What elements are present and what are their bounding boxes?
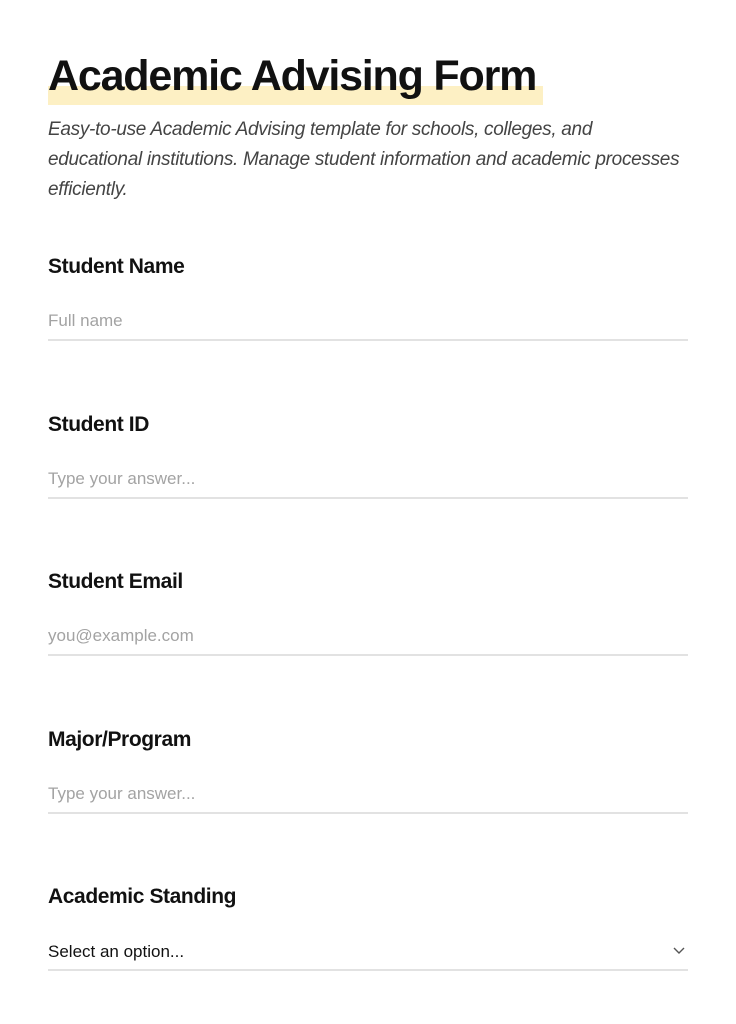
student-id-input[interactable] — [48, 461, 688, 499]
major-program-label: Major/Program — [48, 728, 191, 751]
page-title — [48, 50, 536, 102]
field-academic-standing — [48, 884, 688, 994]
page-title-text: Academic Advising Form — [48, 52, 537, 100]
student-email-label: Student Email — [48, 570, 183, 593]
major-program-input[interactable] — [48, 776, 688, 814]
academic-standing-select[interactable] — [48, 933, 688, 971]
student-name-label: Student Name — [48, 255, 185, 278]
field-student-name — [48, 254, 688, 364]
student-name-input[interactable] — [48, 303, 688, 341]
academic-standing-label: Academic Standing — [48, 885, 237, 908]
field-student-email — [48, 569, 688, 679]
chevron-down-icon — [672, 943, 686, 957]
field-student-id — [48, 412, 688, 522]
form-description: Easy-to-use Academic Advising template for schools, colleges, and educational institutions. Manage student information and academic processes efficiently. — [48, 119, 680, 200]
student-email-input[interactable] — [48, 618, 688, 656]
field-major-program — [48, 727, 688, 837]
academic-standing-selected: Select an option... — [48, 942, 185, 961]
student-id-label: Student ID — [48, 413, 149, 436]
